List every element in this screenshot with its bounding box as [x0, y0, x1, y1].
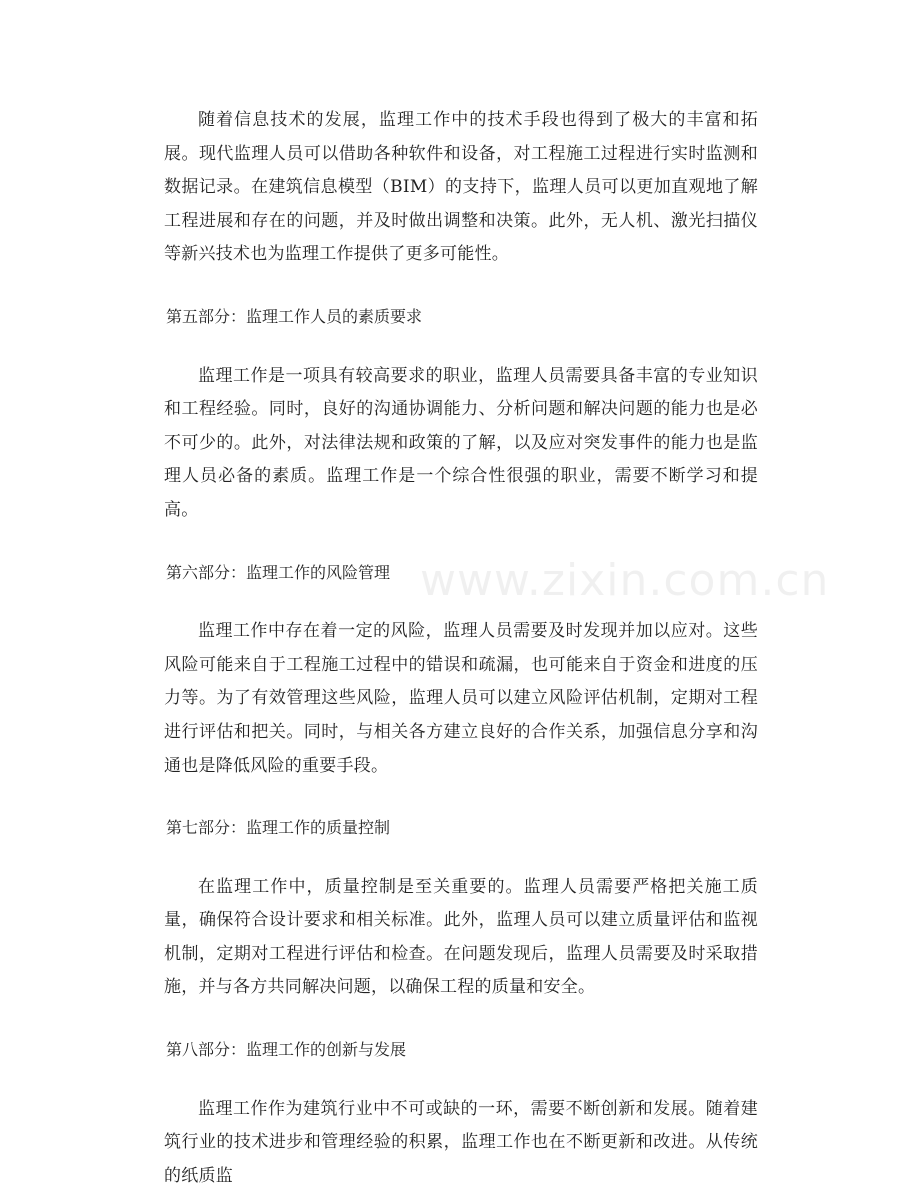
heading-part-7: 第七部分：监理工作的质量控制 [166, 818, 391, 838]
heading-part-8: 第八部分：监理工作的创新与发展 [166, 1040, 407, 1060]
paragraph-innovation: 监理工作作为建筑行业中不可或缺的一环，需要不断创新和发展。随着建筑行业的技术进步和管理经验的积累，监理工作也在不断更新和改进。从传统的纸质监 [164, 1098, 758, 1186]
paragraph-technology: 随着信息技术的发展，监理工作中的技术手段也得到了极大的丰富和拓展。现代监理人员可以借助各种软件和设备，对工程施工过程进行实时监测和数据记录。在建筑信息模型（BIM）的支持下，监理人员可以更加直观地了解工程进展和存在的问题，并及时做出调整和决策。此外，无人机、激光扫描仪等新兴技术也为监理工作提供了更多可能性。 [164, 110, 758, 265]
paragraph-quality: 在监理工作中，质量控制是至关重要的。监理人员需要严格把关施工质量，确保符合设计要求和相关标准。此外，监理人员可以建立质量评估和监视机制，定期对工程进行评估和检查。在问题发现后，监理人员需要及时采取措施，并与各方共同解决问题，以确保工程的质量和安全。 [164, 876, 758, 998]
heading-part-5: 第五部分：监理工作人员的素质要求 [166, 306, 423, 326]
paragraph-qualification: 监理工作是一项具有较高要求的职业，监理人员需要具备丰富的专业知识和工程经验。同时，良好的沟通协调能力、分析问题和解决问题的能力也是必不可少的。此外，对法律法规和政策的了解，以及应对突发事件的能力也是监理人员必备的素质。监理工作是一个综合性很强的职业，需要不断学习和提高。 [164, 365, 758, 520]
heading-part-6: 第六部分：监理工作的风险管理 [166, 562, 391, 582]
watermark: www.zixin.com.cn [420, 555, 830, 606]
document-page [164, 104, 758, 1193]
paragraph-risk: 监理工作中存在着一定的风险，监理人员需要及时发现并加以应对。这些风险可能来自于工程施工过程中的错误和疏漏，也可能来自于资金和进度的压力等。为了有效管理这些风险，监理人员可以建立风险评估机制，定期对工程进行评估和把关。同时，与相关各方建立良好的合作关系，加强信息分享和沟通也是降低风险的重要手段。 [164, 621, 758, 776]
